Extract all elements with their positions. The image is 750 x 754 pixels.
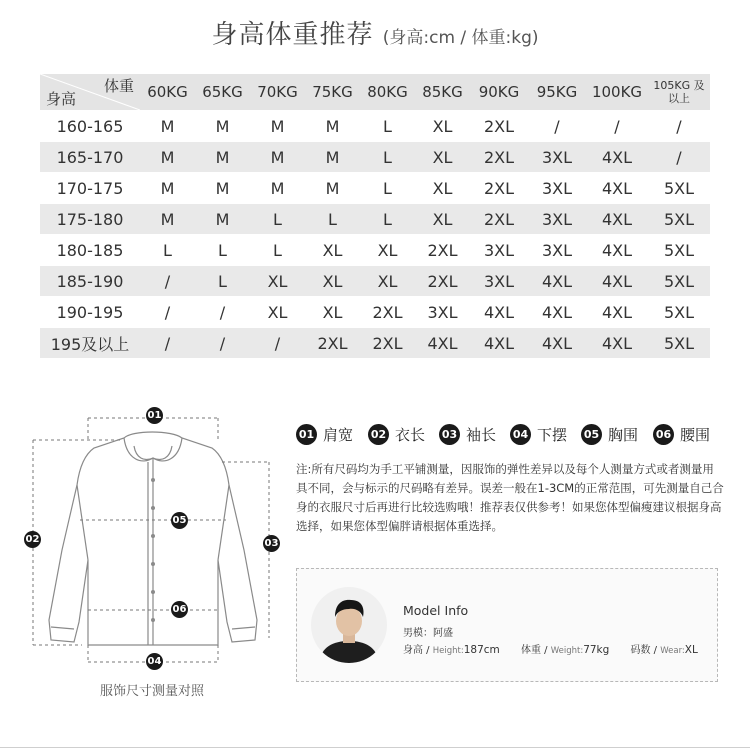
- model-weight: [521, 645, 613, 656]
- weight-header: 80KG: [360, 74, 415, 111]
- size-cell: XL: [415, 111, 470, 142]
- table-row: [40, 173, 710, 204]
- size-cell: 2XL: [360, 328, 415, 359]
- height-sub: Height:: [432, 646, 464, 656]
- size-cell: 4XL: [586, 204, 648, 235]
- legend-label: 下摆: [537, 426, 568, 444]
- size-cell: M: [195, 173, 250, 204]
- size-cell: M: [250, 173, 305, 204]
- weight-header: 105KG 及以上: [648, 74, 710, 111]
- wear-sub: Wear:: [660, 646, 685, 656]
- legend-label: 袖长: [466, 426, 497, 444]
- size-cell: XL: [415, 204, 470, 235]
- legend-item: [296, 424, 353, 445]
- size-cell: M: [250, 142, 305, 173]
- size-cell: /: [586, 111, 648, 142]
- size-cell: XL: [305, 266, 360, 297]
- size-cell: 4XL: [415, 328, 470, 359]
- size-cell: M: [140, 173, 195, 204]
- legend-item: [510, 424, 567, 445]
- size-cell: 4XL: [528, 297, 586, 328]
- model-avatar: [311, 587, 387, 663]
- page-title: [0, 14, 750, 51]
- size-cell: 4XL: [528, 328, 586, 359]
- height-label: 身高 /: [403, 645, 430, 656]
- legend-item: [581, 424, 638, 445]
- table-corner-cell: [40, 74, 140, 111]
- table-row: [40, 111, 710, 142]
- size-cell: 2XL: [470, 204, 528, 235]
- size-cell: 2XL: [360, 297, 415, 328]
- size-cell: L: [250, 204, 305, 235]
- size-cell: 5XL: [648, 173, 710, 204]
- size-cell: L: [250, 235, 305, 266]
- shirt-outline-icon: [22, 400, 287, 675]
- height-range-cell: 185-190: [40, 266, 140, 297]
- weight-header: 90KG: [470, 74, 528, 111]
- table-row: [40, 297, 710, 328]
- table-row: [40, 235, 710, 266]
- size-cell: 5XL: [648, 235, 710, 266]
- size-cell: 4XL: [586, 173, 648, 204]
- size-cell: XL: [360, 266, 415, 297]
- size-cell: M: [305, 142, 360, 173]
- size-cell: /: [195, 328, 250, 359]
- model-height: [403, 645, 503, 656]
- legend-label: 肩宽: [323, 426, 354, 444]
- size-cell: 2XL: [305, 328, 360, 359]
- size-cell: 4XL: [586, 235, 648, 266]
- title-main: 身高体重推荐: [211, 20, 374, 50]
- table-row: [40, 142, 710, 173]
- size-cell: /: [140, 266, 195, 297]
- model-name: 男模：阿盛: [403, 628, 453, 639]
- size-cell: XL: [415, 142, 470, 173]
- legend-number: 03: [439, 424, 460, 445]
- height-range-cell: 170-175: [40, 173, 140, 204]
- weight-value: 77kg: [583, 644, 610, 656]
- size-cell: /: [195, 297, 250, 328]
- size-cell: L: [360, 204, 415, 235]
- legend-label: 腰围: [680, 426, 711, 444]
- height-range-cell: 175-180: [40, 204, 140, 235]
- table-header-row: [40, 74, 710, 111]
- size-cell: L: [195, 266, 250, 297]
- size-cell: 4XL: [470, 297, 528, 328]
- size-cell: /: [250, 328, 305, 359]
- size-cell: M: [140, 204, 195, 235]
- size-cell: 3XL: [528, 204, 586, 235]
- measurement-legend: [296, 424, 726, 444]
- height-axis-label: 身高: [46, 90, 77, 108]
- size-cell: XL: [415, 173, 470, 204]
- size-cell: L: [305, 204, 360, 235]
- legend-number: 05: [581, 424, 602, 445]
- size-cell: /: [648, 142, 710, 173]
- table-row: [40, 204, 710, 235]
- size-cell: L: [195, 235, 250, 266]
- size-cell: M: [195, 111, 250, 142]
- size-cell: 4XL: [470, 328, 528, 359]
- size-cell: XL: [305, 235, 360, 266]
- marker-01: 01: [146, 407, 163, 424]
- garment-measurement-diagram: [22, 400, 287, 675]
- model-info-card: [296, 568, 718, 682]
- marker-03: 03: [263, 535, 280, 552]
- weight-label: 体重 /: [520, 645, 548, 656]
- size-cell: 5XL: [648, 328, 710, 359]
- table-row: [40, 328, 710, 359]
- size-cell: L: [360, 111, 415, 142]
- legend-number: 02: [368, 424, 389, 445]
- height-value: 187cm: [463, 644, 500, 656]
- size-cell: 5XL: [648, 204, 710, 235]
- size-cell: 2XL: [470, 142, 528, 173]
- size-cell: XL: [250, 297, 305, 328]
- size-cell: M: [140, 111, 195, 142]
- size-cell: /: [528, 111, 586, 142]
- size-cell: 4XL: [528, 266, 586, 297]
- size-cell: M: [305, 173, 360, 204]
- weight-header: 65KG: [195, 74, 250, 111]
- table-row: [40, 266, 710, 297]
- height-range-cell: 195及以上: [40, 328, 140, 359]
- size-cell: 4XL: [586, 297, 648, 328]
- size-cell: 5XL: [648, 297, 710, 328]
- title-unit: (身高:cm / 体重:kg): [382, 28, 539, 48]
- legend-item: [439, 424, 496, 445]
- size-cell: /: [648, 111, 710, 142]
- wear-label: 码数 /: [630, 645, 658, 656]
- marker-05: 05: [171, 512, 188, 529]
- size-cell: 5XL: [648, 266, 710, 297]
- weight-sub: Weight:: [550, 646, 584, 656]
- size-cell: 2XL: [470, 173, 528, 204]
- weight-header: 75KG: [305, 74, 360, 111]
- legend-label: 胸围: [608, 426, 639, 444]
- size-cell: XL: [250, 266, 305, 297]
- size-cell: /: [140, 328, 195, 359]
- size-cell: 3XL: [470, 235, 528, 266]
- size-cell: M: [140, 142, 195, 173]
- size-cell: L: [360, 142, 415, 173]
- marker-04: 04: [146, 653, 163, 670]
- weight-header: 95KG: [528, 74, 586, 111]
- legend-item: [368, 424, 425, 445]
- model-wear: [630, 645, 697, 656]
- legend-number: 06: [653, 424, 674, 445]
- marker-06: 06: [171, 601, 188, 618]
- height-range-cell: 190-195: [40, 297, 140, 328]
- weight-axis-label: 体重: [103, 77, 134, 95]
- legend-label: 衣长: [395, 426, 426, 444]
- weight-header: 100KG: [586, 74, 648, 111]
- size-cell: 3XL: [528, 235, 586, 266]
- size-cell: L: [140, 235, 195, 266]
- size-cell: 3XL: [415, 297, 470, 328]
- size-cell: M: [250, 111, 305, 142]
- size-cell: 4XL: [586, 142, 648, 173]
- person-avatar-icon: [311, 587, 387, 663]
- model-info-title: Model Info: [403, 603, 469, 618]
- weight-header: 85KG: [415, 74, 470, 111]
- legend-number: 01: [296, 424, 317, 445]
- height-range-cell: 160-165: [40, 111, 140, 142]
- size-cell: 3XL: [528, 142, 586, 173]
- weight-header: 60KG: [140, 74, 195, 111]
- height-range-cell: 180-185: [40, 235, 140, 266]
- size-cell: M: [195, 204, 250, 235]
- size-cell: 2XL: [415, 266, 470, 297]
- size-cell: XL: [360, 235, 415, 266]
- wear-value: XL: [684, 644, 698, 656]
- height-range-cell: 165-170: [40, 142, 140, 173]
- legend-item: [653, 424, 710, 445]
- measurement-note: 注:所有尺码均为手工平铺测量，因服饰的弹性差异以及每个人测量方式或者测量用具不同，会与标示的尺码略有差异。误差一般在1-3CM的正常范围，可先测量自己合身的衣服尺寸后再进行比较选购哦！推荐表仅供参考！如果您体型偏瘦建议根据身高选择，如果您体型偏胖请根据体重选择。: [296, 462, 724, 533]
- size-cell: M: [305, 111, 360, 142]
- size-cell: 4XL: [586, 328, 648, 359]
- legend-number: 04: [510, 424, 531, 445]
- size-recommendation-table: [40, 74, 710, 359]
- size-cell: 2XL: [470, 111, 528, 142]
- size-cell: 3XL: [528, 173, 586, 204]
- size-cell: M: [195, 142, 250, 173]
- size-cell: /: [140, 297, 195, 328]
- size-cell: XL: [305, 297, 360, 328]
- size-cell: 3XL: [470, 266, 528, 297]
- size-cell: L: [360, 173, 415, 204]
- weight-header: 70KG: [250, 74, 305, 111]
- diagram-caption: 服饰尺寸测量对照: [99, 684, 204, 699]
- bottom-divider: [0, 747, 750, 748]
- size-cell: 4XL: [586, 266, 648, 297]
- model-stats: [403, 641, 698, 656]
- marker-02: 02: [24, 531, 41, 548]
- size-cell: 2XL: [415, 235, 470, 266]
